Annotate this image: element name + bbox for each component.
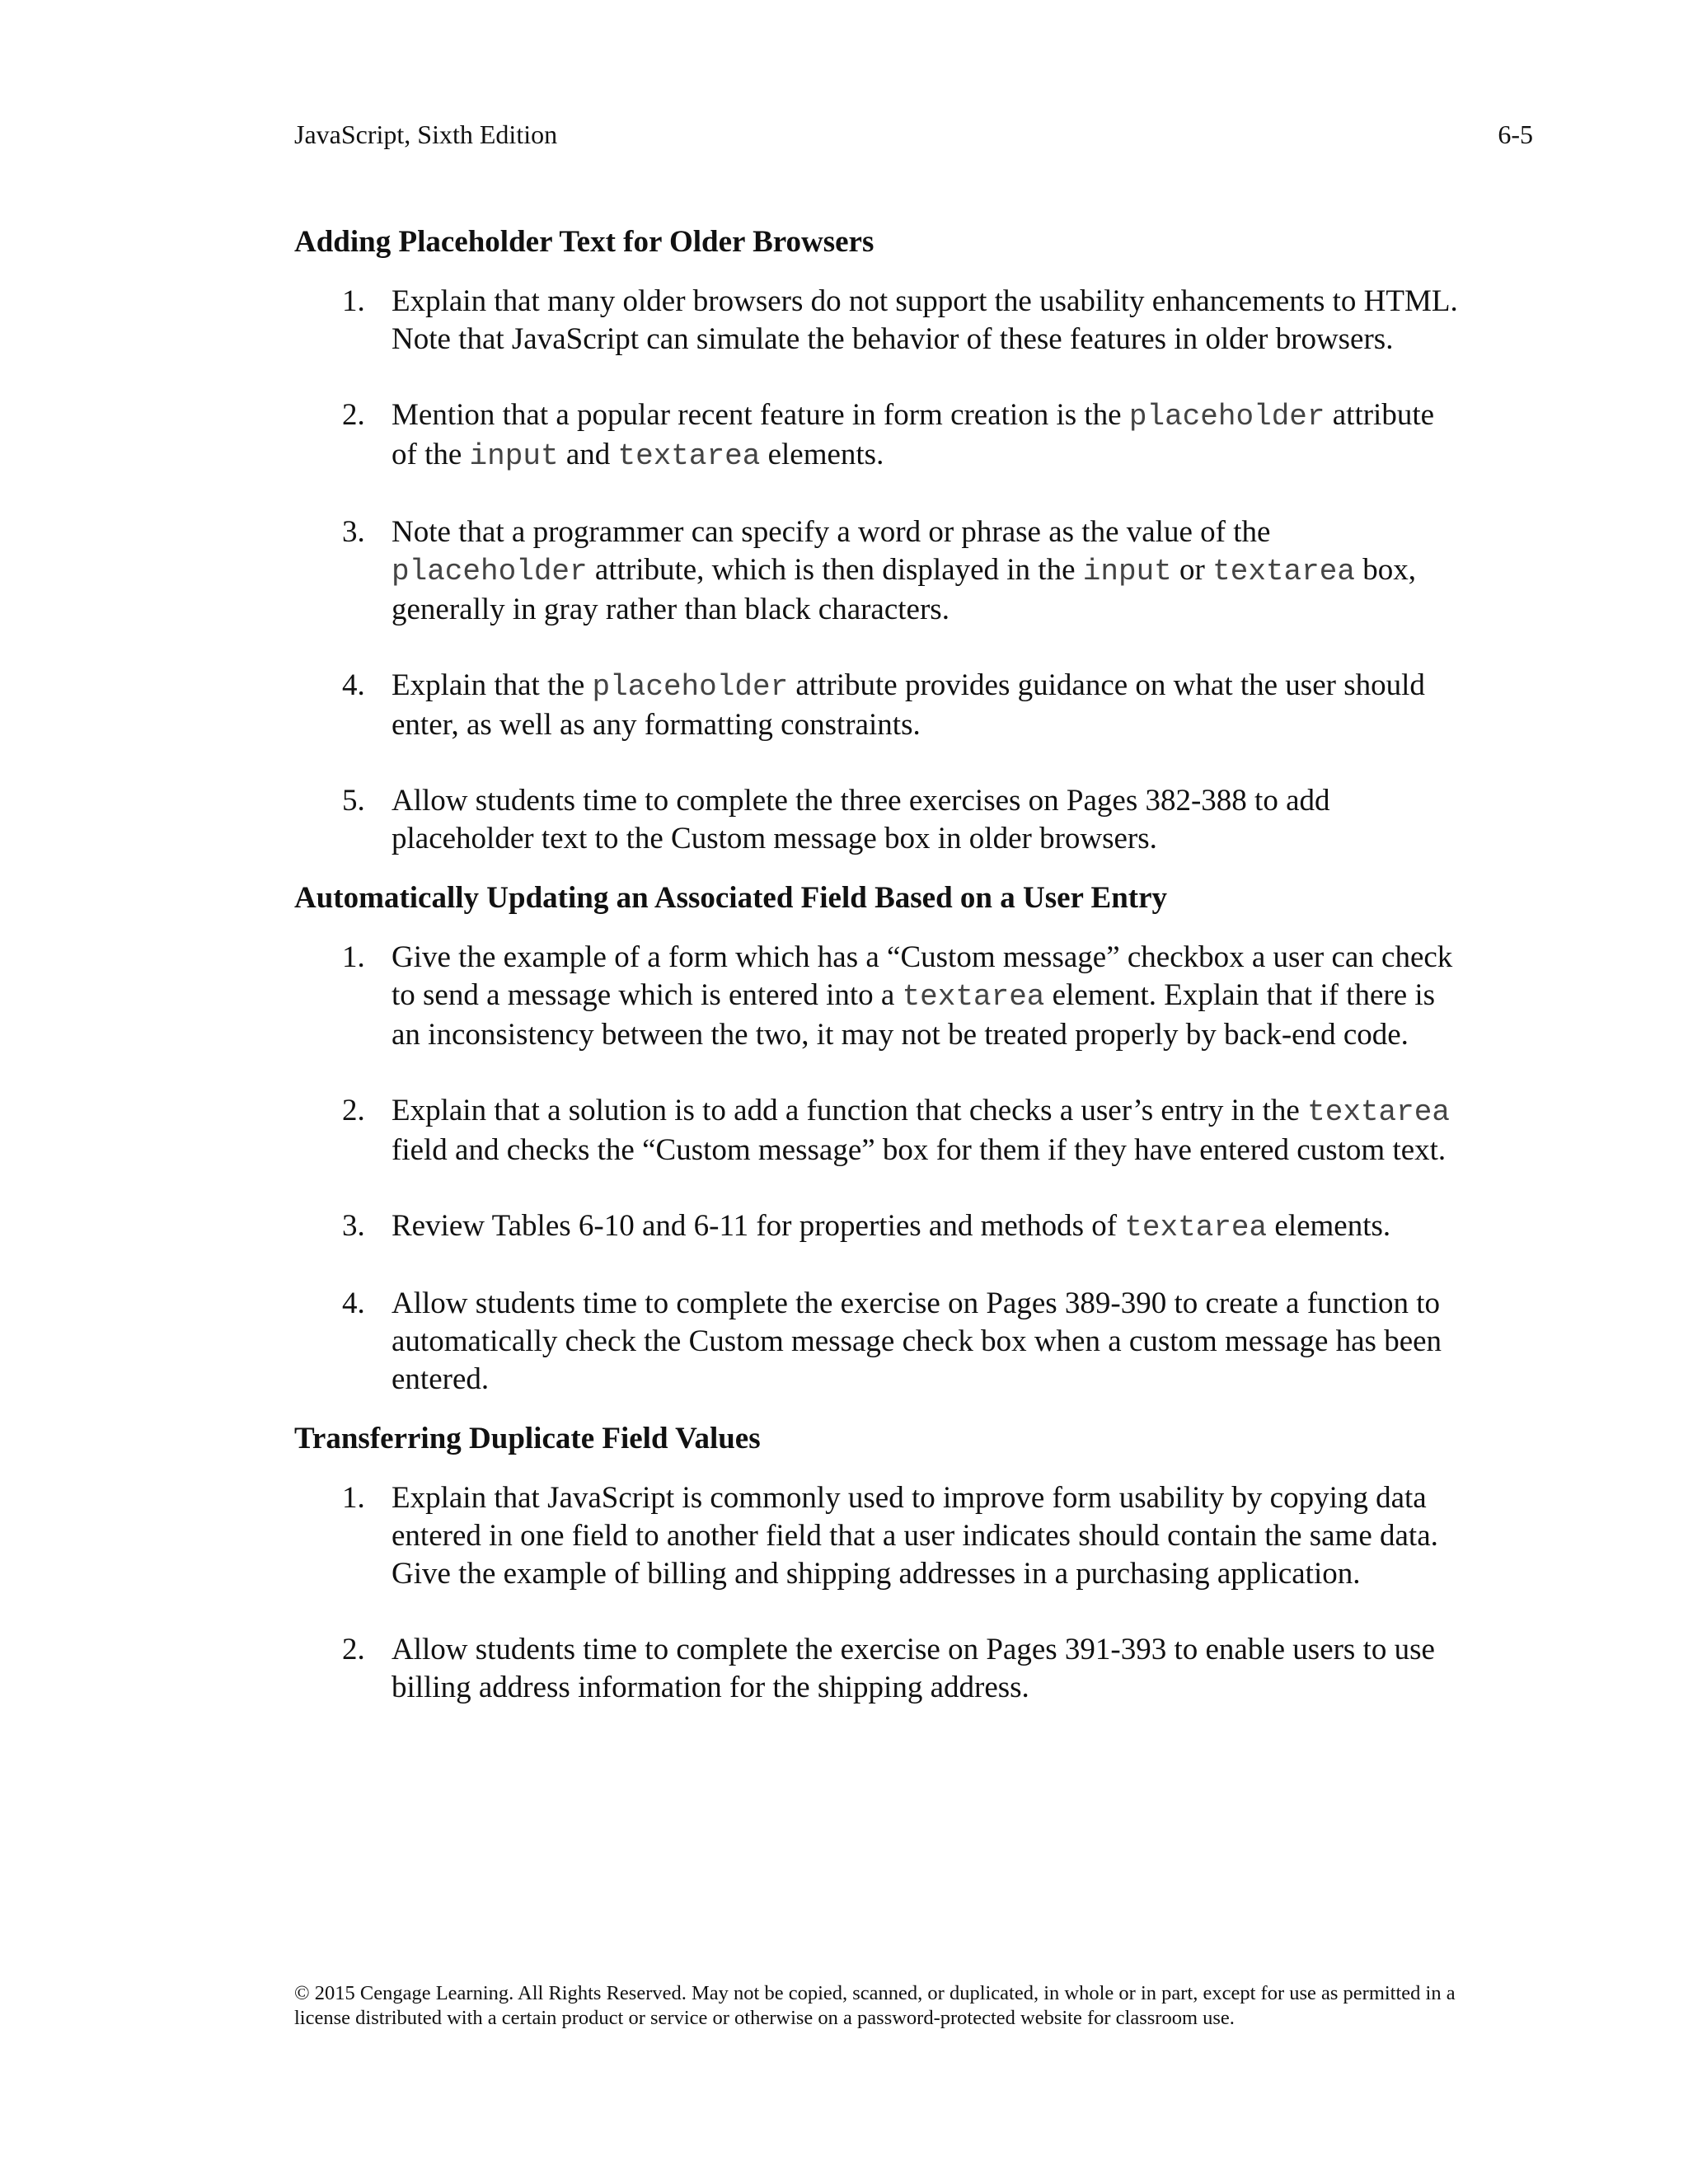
text-run: Allow students time to complete the exercise on Pages 389-390 to create a function to	[392, 1286, 1441, 1320]
text-run: Mention that a popular recent feature in form creation is the	[392, 398, 1129, 432]
list-item	[294, 1285, 1539, 1399]
text-run: field and checks the “Custom message” box for them if they have entered custom text.	[392, 1133, 1447, 1167]
list-item	[294, 396, 1539, 476]
list-item-text	[392, 1481, 1438, 1591]
code-term: textarea	[1307, 1095, 1450, 1129]
text-run: placeholder text to the Custom message box in older browsers.	[392, 822, 1157, 855]
code-term: placeholder	[1128, 400, 1325, 434]
text-run: Review Tables 6-10 and 6-11 for properties and methods of	[392, 1209, 1125, 1243]
section-heading: Adding Placeholder Text for Older Browsers	[294, 225, 874, 259]
list-item	[294, 1479, 1539, 1593]
text-run: Give the example of a form which has a “Custom message” checkbox a user can check	[392, 940, 1453, 974]
section	[294, 1420, 1539, 1707]
text-run: elements.	[1267, 1209, 1391, 1243]
code-term: placeholder	[392, 555, 588, 588]
text-run: Give the example of billing and shipping addresses in a purchasing application.	[392, 1557, 1361, 1591]
text-run: Explain that many older browsers do not support the usability enhancements to HTML.	[392, 284, 1458, 318]
book-title: JavaScript, Sixth Edition	[294, 120, 558, 149]
text-run: Allow students time to complete the three exercises on Pages 382-388 to add	[392, 784, 1330, 818]
list-item-number: 1.	[342, 284, 365, 318]
list-item-number: 1.	[342, 1481, 365, 1515]
code-term: textarea	[902, 980, 1045, 1014]
list-item	[294, 939, 1539, 1054]
page-number: 6-5	[1498, 120, 1533, 149]
list-item-number: 2.	[342, 398, 365, 432]
numbered-list	[294, 283, 1539, 858]
list-item	[294, 782, 1539, 858]
text-run: attribute	[1325, 398, 1435, 432]
text-run: attribute, which is then displayed in the	[587, 553, 1083, 587]
list-item	[294, 513, 1539, 629]
section	[294, 879, 1539, 1399]
text-run: Allow students time to complete the exercise on Pages 391-393 to enable users to use	[392, 1633, 1435, 1666]
list-item-text	[392, 398, 1434, 471]
list-item	[294, 1207, 1539, 1247]
list-item-number: 3.	[342, 1209, 365, 1243]
text-run: Explain that JavaScript is commonly used to improve form usability by copying data	[392, 1481, 1427, 1515]
list-item-text	[392, 1286, 1442, 1396]
list-item-text	[392, 1633, 1435, 1704]
list-item-number: 2.	[342, 1633, 365, 1666]
text-run: entered in one field to another field that a user indicates should contain the same data.	[392, 1519, 1438, 1553]
section-heading: Transferring Duplicate Field Values	[294, 1422, 761, 1455]
list-item-number: 5.	[342, 784, 365, 818]
text-run: of the	[392, 438, 470, 471]
code-term: input	[469, 439, 559, 473]
list-item-text	[392, 1094, 1450, 1167]
list-item-number: 1.	[342, 940, 365, 974]
list-item-number: 3.	[342, 515, 365, 549]
list-item	[294, 1092, 1539, 1169]
text-run: to send a message which is entered into a	[392, 978, 903, 1012]
code-term: textarea	[1212, 555, 1355, 588]
section-heading: Automatically Updating an Associated Field Based on a User Entry	[294, 881, 1168, 915]
list-item	[294, 1631, 1539, 1707]
copyright-line-2: license distributed with a certain product or service or otherwise on a password-protected website for classroom use.	[294, 2007, 1235, 2029]
copyright-line-1: © 2015 Cengage Learning. All Rights Reserved. May not be copied, scanned, or duplicated, in whole or in part, except for use as permitted in a	[294, 1982, 1456, 2004]
section	[294, 223, 1539, 858]
text-run: Explain that the	[392, 668, 593, 702]
list-item-number: 2.	[342, 1094, 365, 1127]
list-item-text	[392, 515, 1416, 626]
copyright-footer	[294, 1981, 1555, 2031]
text-run: box,	[1354, 553, 1416, 587]
text-run: an inconsistency between the two, it may not be treated properly by back-end code.	[392, 1018, 1409, 1052]
text-run: elements.	[760, 438, 884, 471]
list-item	[294, 283, 1539, 359]
numbered-list	[294, 1479, 1539, 1707]
list-item-text	[392, 1209, 1390, 1243]
text-run: and	[558, 438, 618, 471]
list-item-text	[392, 668, 1425, 742]
main-content	[294, 223, 1539, 1707]
list-item-text	[392, 784, 1330, 855]
text-run: enter, as well as any formatting constraints.	[392, 708, 921, 742]
text-run: element. Explain that if there is	[1044, 978, 1436, 1012]
text-run: attribute provides guidance on what the user should	[788, 668, 1425, 702]
numbered-list	[294, 939, 1539, 1399]
text-run: Note that a programmer can specify a word or phrase as the value of the	[392, 515, 1271, 549]
list-item	[294, 667, 1539, 744]
text-run: Explain that a solution is to add a function that checks a user’s entry in the	[392, 1094, 1308, 1127]
text-run: entered.	[392, 1362, 490, 1396]
list-item-number: 4.	[342, 668, 365, 702]
code-term: input	[1082, 555, 1172, 588]
list-item-text	[392, 284, 1458, 356]
text-run: automatically check the Custom message check box when a custom message has been	[392, 1324, 1442, 1358]
text-run: Note that JavaScript can simulate the behavior of these features in older browsers.	[392, 322, 1394, 356]
list-item-number: 4.	[342, 1286, 365, 1320]
text-run: billing address information for the shipping address.	[392, 1671, 1029, 1704]
text-run: generally in gray rather than black characters.	[392, 593, 950, 626]
running-header	[294, 118, 1533, 151]
code-term: textarea	[1124, 1211, 1268, 1244]
code-term: placeholder	[592, 670, 789, 704]
list-item-text	[392, 940, 1452, 1052]
text-run: or	[1171, 553, 1213, 587]
code-term: textarea	[617, 439, 761, 473]
